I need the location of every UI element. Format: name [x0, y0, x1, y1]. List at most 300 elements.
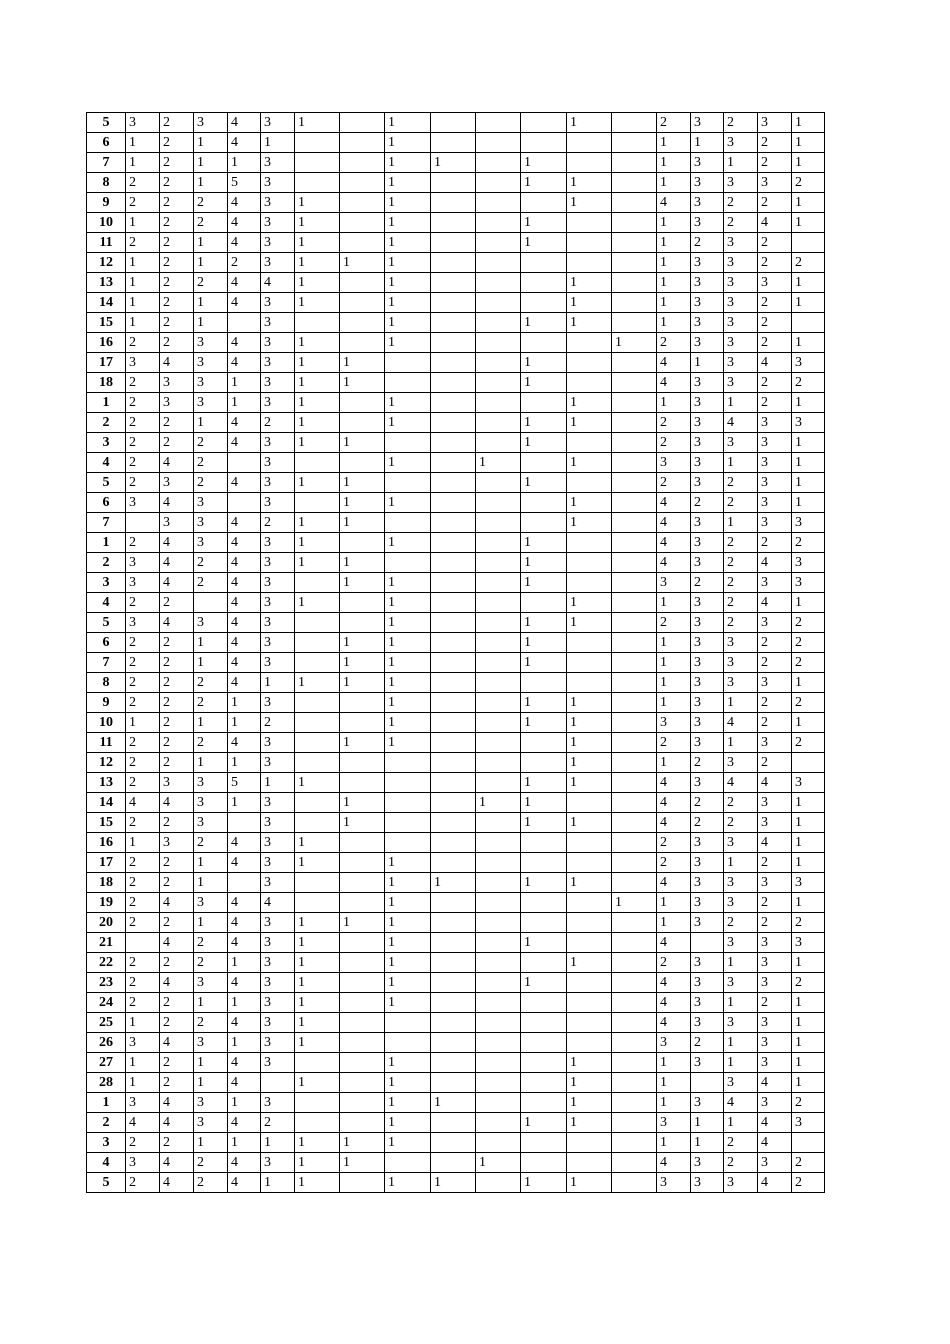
table-cell: 1	[228, 153, 261, 173]
table-cell	[340, 333, 385, 353]
table-cell	[431, 473, 476, 493]
row-index-cell: 15	[87, 313, 126, 333]
table-cell: 3	[758, 273, 792, 293]
table-cell: 1	[261, 133, 295, 153]
row-index-cell: 24	[87, 993, 126, 1013]
table-cell	[476, 833, 521, 853]
table-cell	[340, 833, 385, 853]
table-cell: 1	[567, 1113, 612, 1133]
table-cell: 2	[160, 213, 194, 233]
table-cell: 3	[261, 613, 295, 633]
table-cell	[567, 1133, 612, 1153]
table-cell: 1	[431, 153, 476, 173]
table-cell: 2	[126, 993, 160, 1013]
table-cell: 1	[385, 913, 431, 933]
table-cell: 3	[691, 913, 724, 933]
table-cell: 4	[228, 213, 261, 233]
table-cell: 3	[724, 353, 758, 373]
table-cell	[476, 273, 521, 293]
row-index-cell: 3	[87, 433, 126, 453]
table-cell: 3	[724, 973, 758, 993]
table-cell: 3	[758, 473, 792, 493]
table-cell: 3	[724, 373, 758, 393]
table-cell	[476, 213, 521, 233]
table-cell: 1	[657, 153, 691, 173]
table-cell	[431, 813, 476, 833]
table-cell: 1	[385, 1113, 431, 1133]
table-cell: 3	[691, 1053, 724, 1073]
table-cell: 4	[758, 773, 792, 793]
table-cell: 2	[126, 653, 160, 673]
table-cell: 1	[295, 433, 340, 453]
table-cell	[612, 413, 657, 433]
table-cell: 1	[126, 273, 160, 293]
table-cell: 1	[657, 273, 691, 293]
table-cell: 3	[691, 513, 724, 533]
row-index-cell: 3	[87, 573, 126, 593]
table-row	[87, 433, 825, 453]
table-cell	[476, 493, 521, 513]
table-cell: 1	[657, 673, 691, 693]
table-cell: 4	[160, 453, 194, 473]
table-cell	[476, 193, 521, 213]
table-cell: 3	[194, 533, 228, 553]
table-cell: 2	[194, 1013, 228, 1033]
table-cell: 4	[758, 1133, 792, 1153]
table-cell: 1	[194, 1133, 228, 1153]
table-cell	[612, 153, 657, 173]
table-cell	[567, 573, 612, 593]
table-row	[87, 453, 825, 473]
table-row	[87, 473, 825, 493]
table-row	[87, 513, 825, 533]
table-cell: 4	[228, 353, 261, 373]
table-cell: 3	[194, 1033, 228, 1053]
table-cell	[340, 273, 385, 293]
table-cell: 4	[657, 353, 691, 373]
table-cell: 1	[792, 993, 825, 1013]
table-cell	[476, 913, 521, 933]
table-cell	[521, 753, 567, 773]
table-cell	[340, 313, 385, 333]
table-cell: 1	[228, 1133, 261, 1153]
table-row	[87, 313, 825, 333]
table-cell: 3	[724, 753, 758, 773]
row-index-cell: 6	[87, 133, 126, 153]
table-cell: 2	[691, 233, 724, 253]
table-cell: 2	[792, 613, 825, 633]
table-cell: 1	[567, 873, 612, 893]
table-cell: 2	[792, 173, 825, 193]
table-cell: 2	[126, 193, 160, 213]
table-cell: 3	[724, 1013, 758, 1033]
table-cell	[295, 733, 340, 753]
table-cell	[476, 693, 521, 713]
table-cell: 3	[160, 393, 194, 413]
table-cell: 1	[521, 873, 567, 893]
table-cell	[567, 1033, 612, 1053]
table-cell	[567, 373, 612, 393]
table-cell: 2	[724, 113, 758, 133]
table-cell	[476, 173, 521, 193]
table-cell	[567, 913, 612, 933]
table-cell: 2	[758, 713, 792, 733]
table-cell: 3	[261, 873, 295, 893]
table-cell: 3	[261, 753, 295, 773]
table-cell: 3	[724, 333, 758, 353]
table-cell	[295, 573, 340, 593]
table-cell: 1	[792, 713, 825, 733]
table-cell: 4	[228, 833, 261, 853]
table-cell	[612, 693, 657, 713]
table-cell: 1	[521, 233, 567, 253]
table-cell: 2	[792, 973, 825, 993]
table-cell: 2	[758, 293, 792, 313]
table-cell: 1	[521, 373, 567, 393]
table-cell	[476, 973, 521, 993]
table-cell	[792, 1133, 825, 1153]
table-cell	[476, 713, 521, 733]
table-cell	[431, 973, 476, 993]
table-cell	[567, 793, 612, 813]
table-cell: 1	[194, 713, 228, 733]
table-cell	[521, 1013, 567, 1033]
table-row	[87, 213, 825, 233]
table-cell: 3	[261, 853, 295, 873]
table-cell: 3	[724, 933, 758, 953]
table-cell: 1	[657, 173, 691, 193]
table-cell: 1	[295, 773, 340, 793]
table-cell: 1	[228, 693, 261, 713]
table-cell: 4	[657, 493, 691, 513]
table-cell: 2	[194, 433, 228, 453]
table-cell: 3	[758, 173, 792, 193]
table-cell: 1	[295, 513, 340, 533]
table-cell	[431, 113, 476, 133]
table-cell	[612, 573, 657, 593]
table-cell	[340, 1113, 385, 1133]
table-cell: 3	[261, 533, 295, 553]
table-cell	[431, 233, 476, 253]
row-index-cell: 22	[87, 953, 126, 973]
table-cell	[431, 593, 476, 613]
row-index-cell: 1	[87, 533, 126, 553]
table-cell: 4	[228, 413, 261, 433]
table-cell: 2	[160, 413, 194, 433]
table-cell: 3	[758, 673, 792, 693]
table-cell: 2	[691, 573, 724, 593]
table-row	[87, 1073, 825, 1093]
table-cell: 1	[724, 153, 758, 173]
table-cell: 3	[758, 453, 792, 473]
table-cell: 2	[160, 173, 194, 193]
table-row	[87, 833, 825, 853]
table-cell: 1	[194, 873, 228, 893]
table-cell: 3	[194, 373, 228, 393]
table-cell	[567, 353, 612, 373]
table-cell: 2	[160, 873, 194, 893]
table-cell: 2	[126, 473, 160, 493]
table-cell: 2	[758, 393, 792, 413]
table-cell: 1	[521, 533, 567, 553]
row-index-cell: 8	[87, 173, 126, 193]
table-cell: 1	[295, 473, 340, 493]
table-cell: 1	[385, 533, 431, 553]
table-cell: 2	[792, 1153, 825, 1173]
table-cell	[385, 1033, 431, 1053]
table-cell: 4	[758, 1113, 792, 1133]
table-cell: 2	[261, 413, 295, 433]
table-row	[87, 973, 825, 993]
table-cell: 1	[194, 1073, 228, 1093]
table-cell	[295, 873, 340, 893]
table-cell: 4	[657, 973, 691, 993]
table-cell: 1	[521, 793, 567, 813]
table-cell: 3	[261, 833, 295, 853]
table-cell: 3	[160, 373, 194, 393]
table-cell: 1	[295, 933, 340, 953]
table-cell	[612, 973, 657, 993]
table-cell: 3	[657, 713, 691, 733]
table-cell	[521, 293, 567, 313]
table-cell	[521, 393, 567, 413]
table-cell: 3	[691, 873, 724, 893]
row-index-cell: 13	[87, 773, 126, 793]
table-cell: 1	[194, 653, 228, 673]
table-cell: 1	[792, 193, 825, 213]
table-cell: 4	[724, 413, 758, 433]
table-cell	[340, 1173, 385, 1193]
table-cell: 2	[657, 853, 691, 873]
table-cell: 1	[385, 1073, 431, 1093]
table-row	[87, 933, 825, 953]
table-cell: 1	[194, 233, 228, 253]
table-cell: 1	[126, 713, 160, 733]
table-cell: 1	[295, 253, 340, 273]
row-index-cell: 5	[87, 473, 126, 493]
table-cell: 2	[160, 1053, 194, 1073]
table-cell	[431, 553, 476, 573]
table-cell: 1	[194, 913, 228, 933]
table-cell: 4	[657, 533, 691, 553]
table-cell: 1	[521, 1113, 567, 1133]
table-cell: 2	[160, 733, 194, 753]
table-cell: 1	[657, 1133, 691, 1153]
table-cell: 2	[160, 253, 194, 273]
table-cell: 3	[261, 233, 295, 253]
table-cell: 2	[261, 1113, 295, 1133]
table-cell: 1	[228, 793, 261, 813]
table-cell: 2	[126, 233, 160, 253]
table-cell: 2	[691, 813, 724, 833]
table-cell: 2	[126, 453, 160, 473]
table-cell: 1	[385, 733, 431, 753]
table-cell: 3	[261, 633, 295, 653]
table-row	[87, 753, 825, 773]
table-cell: 3	[657, 573, 691, 593]
table-cell	[612, 273, 657, 293]
table-cell	[476, 353, 521, 373]
table-cell: 2	[126, 373, 160, 393]
table-cell: 2	[792, 533, 825, 553]
table-cell: 4	[228, 193, 261, 213]
table-cell: 2	[194, 733, 228, 753]
table-cell	[691, 933, 724, 953]
table-cell: 1	[385, 193, 431, 213]
table-cell	[612, 993, 657, 1013]
table-cell: 1	[295, 833, 340, 853]
table-cell: 1	[521, 573, 567, 593]
table-cell: 3	[160, 833, 194, 853]
table-cell: 1	[126, 1073, 160, 1093]
table-cell: 1	[792, 673, 825, 693]
table-cell: 3	[126, 1033, 160, 1053]
table-cell: 3	[261, 353, 295, 373]
table-cell: 3	[194, 353, 228, 373]
table-cell: 1	[295, 293, 340, 313]
table-cell: 2	[126, 973, 160, 993]
table-row	[87, 693, 825, 713]
table-cell	[612, 373, 657, 393]
table-cell	[476, 233, 521, 253]
table-cell	[295, 713, 340, 733]
table-cell	[612, 1073, 657, 1093]
table-cell: 4	[228, 1013, 261, 1033]
table-cell: 3	[261, 1093, 295, 1113]
table-cell	[431, 953, 476, 973]
table-cell: 1	[385, 253, 431, 273]
table-cell: 2	[160, 593, 194, 613]
table-cell: 4	[228, 513, 261, 533]
table-cell	[567, 473, 612, 493]
table-cell: 1	[724, 513, 758, 533]
table-cell: 3	[691, 993, 724, 1013]
table-row	[87, 1133, 825, 1153]
table-cell: 1	[567, 753, 612, 773]
table-cell	[612, 633, 657, 653]
table-cell: 1	[295, 1133, 340, 1153]
table-cell	[567, 673, 612, 693]
table-row	[87, 373, 825, 393]
table-cell: 1	[126, 833, 160, 853]
table-cell	[340, 453, 385, 473]
table-cell: 3	[657, 453, 691, 473]
table-row	[87, 733, 825, 753]
table-cell	[476, 313, 521, 333]
table-cell: 2	[160, 813, 194, 833]
table-cell: 1	[385, 173, 431, 193]
table-cell: 1	[194, 993, 228, 1013]
table-cell	[431, 433, 476, 453]
table-cell: 4	[657, 373, 691, 393]
table-cell	[431, 493, 476, 513]
table-cell	[612, 113, 657, 133]
table-cell: 3	[261, 693, 295, 713]
table-cell: 1	[521, 633, 567, 653]
table-cell: 1	[724, 733, 758, 753]
table-cell	[194, 593, 228, 613]
table-cell	[340, 173, 385, 193]
table-cell: 1	[521, 613, 567, 633]
table-cell: 1	[340, 1153, 385, 1173]
table-cell	[476, 1073, 521, 1093]
table-row	[87, 293, 825, 313]
table-cell: 1	[385, 453, 431, 473]
table-cell: 2	[758, 653, 792, 673]
table-cell: 3	[261, 113, 295, 133]
table-cell	[521, 513, 567, 533]
table-cell: 1	[657, 1053, 691, 1073]
table-cell: 2	[194, 693, 228, 713]
table-cell: 3	[160, 473, 194, 493]
table-cell	[295, 613, 340, 633]
row-index-cell: 5	[87, 1173, 126, 1193]
table-cell: 1	[295, 993, 340, 1013]
table-cell: 3	[691, 533, 724, 553]
table-row	[87, 673, 825, 693]
table-cell: 1	[792, 953, 825, 973]
table-cell: 2	[724, 473, 758, 493]
table-cell	[431, 1153, 476, 1173]
table-row	[87, 1013, 825, 1033]
table-cell: 1	[521, 313, 567, 333]
table-cell	[567, 853, 612, 873]
table-cell: 3	[261, 313, 295, 333]
table-cell: 4	[228, 1073, 261, 1093]
table-cell: 1	[385, 893, 431, 913]
table-row	[87, 173, 825, 193]
table-cell: 2	[691, 793, 724, 813]
table-cell: 4	[228, 333, 261, 353]
table-cell	[691, 1073, 724, 1093]
table-cell: 1	[295, 413, 340, 433]
table-cell: 3	[691, 1153, 724, 1173]
table-cell	[521, 953, 567, 973]
table-cell: 3	[261, 993, 295, 1013]
table-cell: 3	[792, 873, 825, 893]
table-cell	[612, 553, 657, 573]
table-cell: 1	[126, 153, 160, 173]
table-cell	[431, 1033, 476, 1053]
table-cell: 3	[261, 1033, 295, 1053]
table-cell	[431, 413, 476, 433]
table-row	[87, 113, 825, 133]
table-cell: 3	[691, 193, 724, 213]
table-cell	[126, 513, 160, 533]
table-cell	[521, 1093, 567, 1113]
table-cell: 2	[792, 693, 825, 713]
table-cell: 1	[261, 773, 295, 793]
table-cell	[476, 1013, 521, 1033]
table-cell: 2	[691, 493, 724, 513]
table-cell: 2	[758, 633, 792, 653]
table-cell: 1	[194, 313, 228, 333]
table-cell	[612, 933, 657, 953]
table-cell	[567, 433, 612, 453]
table-cell: 3	[758, 1053, 792, 1073]
table-cell: 3	[758, 413, 792, 433]
table-cell: 3	[261, 173, 295, 193]
table-cell: 1	[724, 393, 758, 413]
table-cell: 1	[228, 393, 261, 413]
table-cell: 4	[160, 973, 194, 993]
table-row	[87, 613, 825, 633]
table-cell	[340, 133, 385, 153]
table-cell	[567, 993, 612, 1013]
row-index-cell: 4	[87, 453, 126, 473]
table-row	[87, 1173, 825, 1193]
table-cell	[567, 633, 612, 653]
